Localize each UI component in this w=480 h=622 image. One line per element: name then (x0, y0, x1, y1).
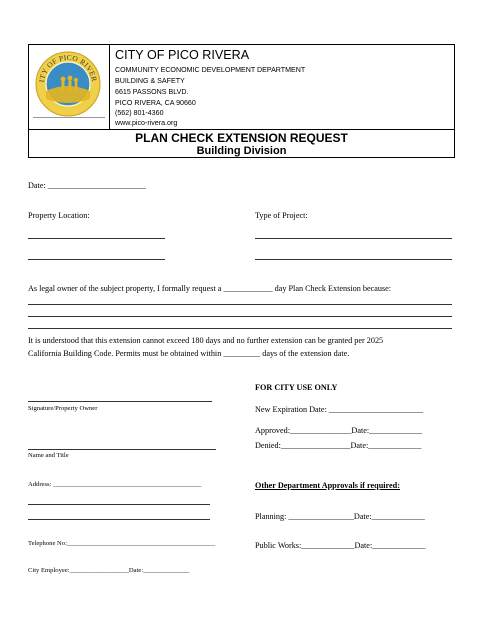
reason-line-2[interactable] (28, 316, 452, 317)
department-name: COMMUNITY ECONOMIC DEVELOPMENT DEPARTMENT (115, 66, 306, 74)
address-line-2[interactable] (28, 504, 210, 505)
property-location-label: Property Location: (28, 211, 90, 220)
header-divider (29, 129, 454, 130)
city-name: CITY OF PICO RIVERA (115, 48, 250, 62)
type-of-project-label: Type of Project: (255, 211, 308, 220)
type-of-project-line-1[interactable] (255, 238, 452, 239)
planning-field[interactable]: Planning: ________________Date:_____________ (255, 512, 425, 521)
svg-text:CITY OF PICO RIVERA: ITY OF PICO RIVER (37, 52, 99, 83)
reason-line-1[interactable] (28, 304, 452, 305)
division-name: BUILDING & SAFETY (115, 77, 185, 85)
phone-number: (562) 801-4360 (115, 109, 164, 117)
public-works-field[interactable]: Public Works:_____________Date:_____________ (255, 541, 426, 550)
city-use-heading: FOR CITY USE ONLY (255, 383, 338, 392)
date-field[interactable]: Date: ________________________ (28, 181, 147, 190)
telephone-field[interactable]: Telephone No:_____________________________________________ (28, 540, 216, 547)
header-box (28, 44, 455, 158)
name-title-label: Name and Title (28, 452, 69, 459)
approved-field[interactable]: Approved:_______________Date:_____________ (255, 426, 423, 435)
form-subtitle: Building Division (196, 145, 287, 157)
address-line-2: PICO RIVERA, CA 90660 (115, 99, 196, 107)
website-link[interactable]: www.pico-rivera.org (115, 119, 178, 127)
seal-underline (33, 117, 105, 118)
form-title: PLAN CHECK EXTENSION REQUEST (135, 131, 348, 145)
city-employee-field[interactable]: City Employee:__________________Date:______________ (28, 567, 190, 574)
reason-line-3[interactable] (28, 328, 452, 329)
address-line-3[interactable] (28, 519, 210, 520)
request-statement: As legal owner of the subject property, I formally request a ____________ day Plan Check Extension because: (28, 284, 392, 293)
address-field[interactable]: Address: _____________________________________________ (28, 481, 202, 488)
address-line-1: 6615 PASSONS BLVD. (115, 88, 189, 96)
city-seal-icon (35, 51, 101, 117)
property-location-line-1[interactable] (28, 238, 165, 239)
other-approvals-heading: Other Department Approvals if required: (255, 481, 400, 490)
new-expiration-date-field[interactable]: New Expiration Date: _______________________ (255, 405, 424, 414)
name-title-line[interactable] (28, 449, 216, 450)
understood-text-line-1: It is understood that this extension cannot exceed 180 days and no further extension can be granted per 2025 (28, 336, 384, 345)
property-location-line-2[interactable] (28, 259, 165, 260)
signature-line[interactable] (28, 401, 212, 402)
denied-field[interactable]: Denied:_________________Date:_____________ (255, 441, 422, 450)
understood-text-line-2: California Building Code. Permits must be obtained within _________ days of the extension date. (28, 349, 350, 358)
header-divider (109, 45, 110, 129)
signature-label: Signature/Property Owner (28, 405, 98, 412)
type-of-project-line-2[interactable] (255, 259, 452, 260)
